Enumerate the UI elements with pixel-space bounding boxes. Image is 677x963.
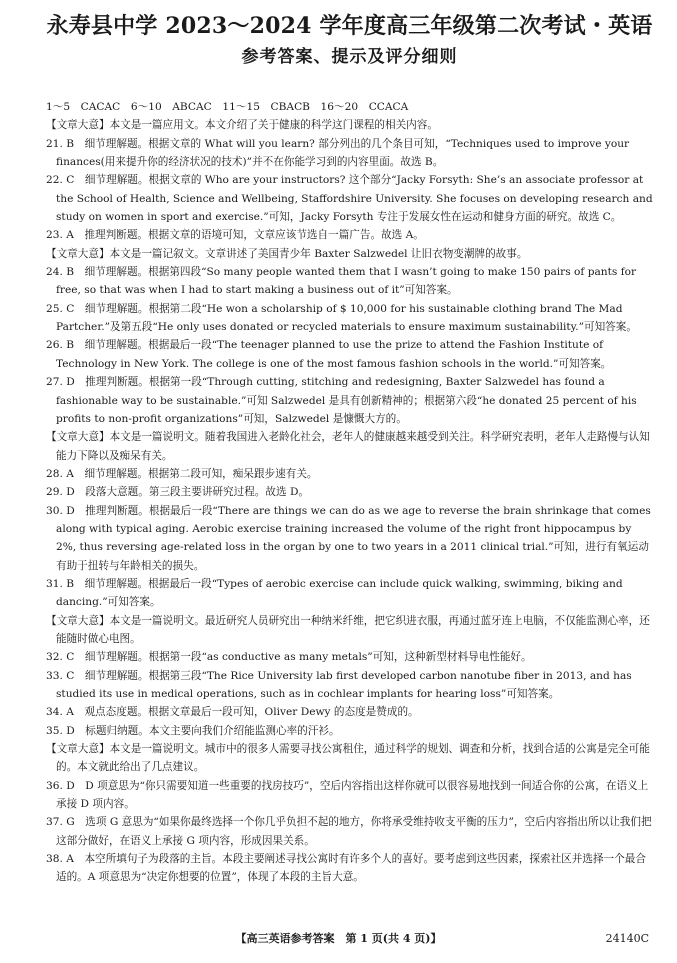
- answer-28: 28. A 细节理解题。根据第二段可知，痴呆跟步速有关。: [46, 467, 318, 480]
- passage-summary-a: 【文章大意】本文是一篇应用文。本文介绍了关于健康的科学这门课程的相关内容。: [46, 119, 438, 132]
- document-title: 永寿县中学 2023～2024 学年度高三年级第二次考试・英语: [46, 13, 653, 39]
- answer-36: 36. D D 项意思为“你只需要知道一些重要的找房技巧”，空后内容指出这样你就可以很容易地找到一间适合你的公寓，在语义上承接 D 项内容。: [46, 779, 649, 811]
- answer-25: 25. C 细节理解题。根据第二段“He won a scholarship of $ 10,000 for his sustainable clothing brand The Mad Partcher.”及第五段“He only uses donated or recycled materials to ensure maximum sustainability.”可知答案。: [46, 302, 637, 334]
- passage-summary-b: 【文章大意】本文是一篇记叙文。文章讲述了美国青少年 Baxter Salzwedel 让旧衣物变潮牌的故事。: [46, 247, 528, 260]
- answer-22: 22. C 细节理解题。根据文章的 Who are your instructors? 这个部分“Jacky Forsyth: She’s an associate professor at the School of Health, Science and Wellbeing, Staffordshire University. She focuses on developing research and study on women in sport and exercise.”可知，Jacky Forsyth 专注于发展女性在运动和健身方面的研究。故选 C。: [46, 174, 653, 224]
- answer-30: 30. D 推理判断题。根据最后一段“There are things we can do as we age to reverse the brain shrinkage that comes along with typical aging. Aerobic exercise training increased the volume of the right front hippocampus by 2%, thus reversing age-related loss in the organ by one to two years in a 2011 clinical trial.”可知，进行有氧运动有助于扭转与年龄相关的损失。: [46, 504, 651, 572]
- answer-31: 31. B 细节理解题。根据最后一段“Types of aerobic exercise can include quick walking, swimming, biking and dancing.”可知答案。: [46, 577, 623, 609]
- answer-37: 37. G 选项 G 意思为“如果你最终选择一个你几乎负担不起的地方，你将承受维持收支平衡的压力”，空后内容指出所以让我们把这部分做好，在语义上承接 G 项内容，形成因果关系。: [46, 816, 652, 847]
- answer-35: 35. D 标题归纳题。本文主要向我们介绍能监测心率的汗衫。: [46, 724, 340, 737]
- passage-summary-d: 【文章大意】本文是一篇说明文。最近研究人员研究出一种纳米纤维，把它织进衣服，再通过蓝牙连上电脑，不仅能监测心率，还能随时做心电图。: [46, 614, 650, 645]
- answer-38: 38. A 本空所填句子为段落的主旨。本段主要阐述寻找公寓时有许多个人的喜好。要考虑到这些因素，探索社区并选择一个最合适的。A 项意思为“决定你想要的位置”，体现了本段的主旨大意。: [46, 853, 646, 884]
- answer-33: 33. C 细节理解题。根据第三段“The Rice University lab first developed carbon nanotube fiber in 2013, and has studied its use in medical operations, such as in cochlear implants for hearing loss”可知答案。: [46, 669, 632, 700]
- document-subtitle: 参考答案、提示及评分细则: [241, 47, 458, 67]
- answer-21: 21. B 细节理解题。根据文章的 What will you learn? 部分列出的几个条目可知，“Techniques used to improve your finances(用来提升你的经济状况的技术)”并不在你能学习到的内容里面。故选 B。: [46, 137, 630, 169]
- footer-page-info: 【高三英语参考答案 第 1 页(共 4 页)】: [235, 932, 442, 945]
- passage-summary-e: 【文章大意】本文是一篇说明文。城市中的很多人需要寻找公寓租住，通过科学的规划、调查和分析，找到合适的公寓是完全可能的。本文就此给出了几点建议。: [46, 743, 650, 774]
- footer-code: 24140C: [605, 932, 649, 945]
- answer-32: 32. C 细节理解题。根据第一段“as conductive as many metals”可知，这种新型材料导电性能好。: [46, 651, 532, 664]
- answer-content: [46, 98, 653, 887]
- answer-26: 26. B 细节理解题。根据最后一段“The teenager planned to use the prize to attend the Fashion Institute of Technology in New York. The college is one of the most famous fashion schools in the world.”可知答案。: [46, 339, 612, 370]
- answer-24: 24. B 细节理解题。根据第四段“So many people wanted them that I wasn’t going to make 150 pairs of pants for free, so that was when I had to start making a business out of it”可知答案。: [46, 266, 637, 297]
- answer-23: 23. A 推理判断题。根据文章的语境可知，文章应该节选自一篇广告。故选 A。: [46, 229, 424, 242]
- answer-29: 29. D 段落大意题。第三段主要讲研究过程。故选 D。: [46, 486, 310, 499]
- answer-34: 34. A 观点态度题。根据文章最后一段可知，Oliver Dewy 的态度是赞成的。: [46, 706, 419, 719]
- page-footer: [0, 931, 677, 947]
- answer-27: 27. D 推理判断题。根据第一段“Through cutting, stitching and redesigning, Baxter Salzwedel has found a fashionable way to be sustainable.”可知 Salzwedel 是具有创新精神的；根据第六段“he donated 25 percent of his profits to non-profit organizations”可知，Salzwedel 是慷慨大方的。: [46, 376, 637, 425]
- passage-summary-c: 【文章大意】本文是一篇说明文。随着我国进入老龄化社会，老年人的健康越来越受到关注。科学研究表明，老年人走路慢与认知能力下降以及痴呆有关。: [46, 431, 650, 462]
- multiple-choice-answers: 1～5 CACAC 6～10 ABCAC 11～15 CBACB 16～20 CCACA: [46, 101, 409, 113]
